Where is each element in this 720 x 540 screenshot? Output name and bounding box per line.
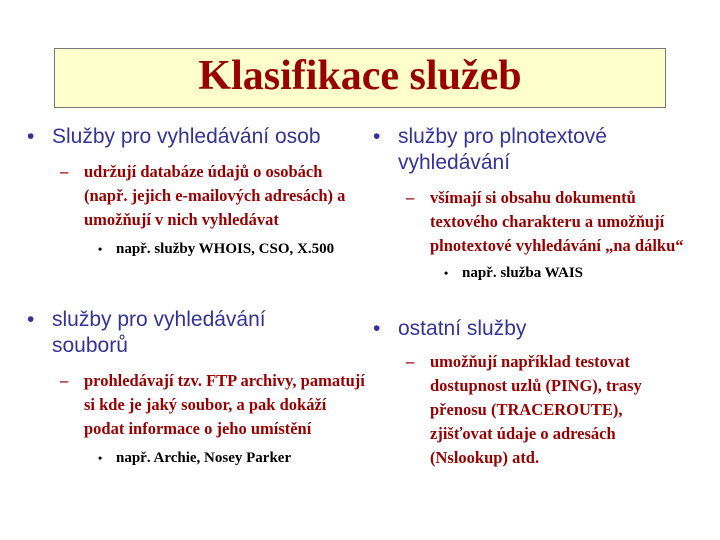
sub-text: všímají si obsahu dokumentů textového charakteru a umožňují plnotextové vyhledávání „na dálku“ [430, 188, 684, 255]
small-bullet-icon: • [98, 242, 103, 256]
section-file-search [24, 307, 369, 469]
sub-bullet [406, 186, 690, 258]
heading-text: služby pro plnotextové vyhledávání [398, 125, 607, 174]
sub-text: prohledávají tzv. FTP archivy, pamatují si kde je jaký soubor, a pak dokáží podat informace o jeho umístění [84, 371, 365, 438]
sub-bullet [60, 369, 369, 441]
sub-bullet [60, 160, 364, 232]
example-bullet [98, 447, 366, 469]
example-bullet [444, 262, 682, 284]
dash-icon: – [60, 162, 69, 181]
dash-icon: – [406, 188, 415, 207]
sub-text: udržují databáze údajů o osobách (např. jejich e-mailových adresách) a umožňují v nich vyhledávat [84, 162, 346, 229]
example-text: např. Archie, Nosey Parker [116, 450, 292, 466]
example-text: např. služba WAIS [462, 265, 584, 281]
title-box [54, 48, 666, 108]
section-other-services [370, 316, 700, 470]
example-bullet [98, 238, 356, 260]
bullet-icon: • [27, 308, 35, 331]
dash-icon: – [60, 371, 69, 390]
bullet-heading [370, 124, 668, 176]
left-column [24, 124, 369, 469]
bullet-heading [24, 124, 370, 150]
small-bullet-icon: • [444, 266, 449, 280]
section-people-search [24, 124, 369, 296]
bullet-heading [370, 316, 668, 342]
heading-text: ostatní služby [398, 317, 527, 340]
bullet-icon: • [27, 125, 35, 148]
heading-text: služby pro vyhledávání souborů [52, 308, 266, 357]
slide-title: Klasifikace služeb [198, 53, 522, 99]
bullet-icon: • [373, 317, 381, 340]
sub-bullet [406, 350, 685, 470]
right-column [370, 124, 700, 470]
bullet-heading [24, 307, 342, 359]
example-text: např. služby WHOIS, CSO, X.500 [116, 241, 335, 257]
section-fulltext-search [370, 124, 700, 312]
sub-text: umožňují například testovat dostupnost uzlů (PING), trasy přenosu (TRACEROUTE), zjišťovat údaje o adresách (Nslookup) atd. [430, 352, 642, 467]
heading-text: Služby pro vyhledávání osob [52, 125, 321, 148]
small-bullet-icon: • [98, 451, 103, 465]
dash-icon: – [406, 352, 415, 371]
bullet-icon: • [373, 125, 381, 148]
